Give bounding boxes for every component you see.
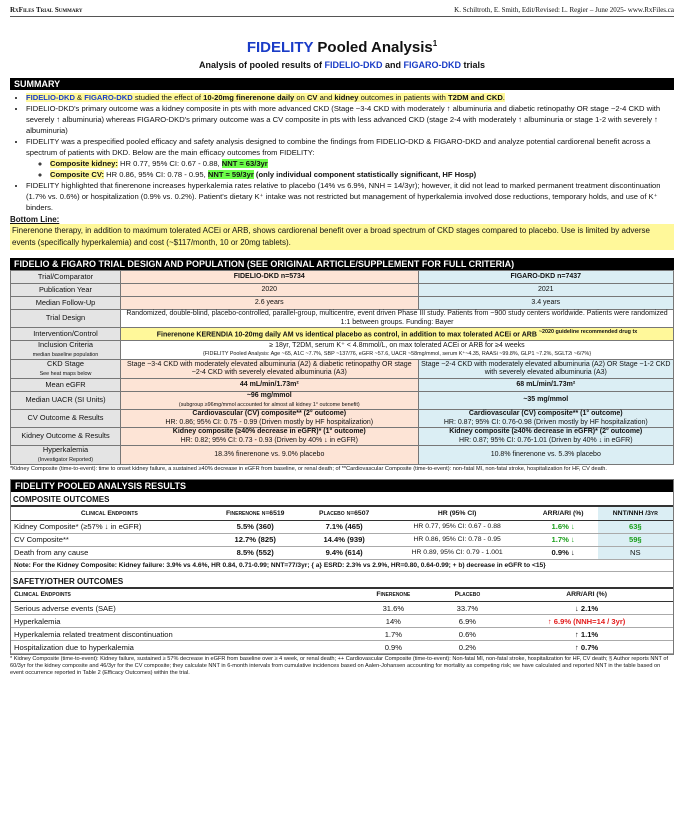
safety-table <box>11 589 673 655</box>
ckd-fidelio: Stage ~3-4 CKD with moderately elevated albuminuria (A2) & diabetic retinopathy OR stage ~2-4 CKD with severely elevated albuminuria (A3) <box>121 360 419 379</box>
safety-col-pla: Placebo <box>435 589 501 602</box>
safety-fin: 1.7% <box>352 628 435 641</box>
row-nnt: NS <box>598 546 673 559</box>
row-pla: 9.4% (614) <box>303 546 386 559</box>
row-pla: 14.4% (939) <box>303 533 386 546</box>
row-fin: 8.5% (552) <box>208 546 303 559</box>
safety-arr: ↑ 6.9% (NNH=14 / 3yr) <box>500 615 673 628</box>
b1-t12: . <box>502 93 505 102</box>
design-row-egfr <box>11 379 674 392</box>
summary-bullet-3: • FIDELITY was a prespecified pooled efficacy and safety analysis designed to combine the findings from FIDELIO-DKD & FIGARO-DKD and analyze potential cardiorenal benefit across a spectrum of patients with DKD. Below are the main efficacy outcomes from FIDELITY: <box>26 136 674 158</box>
row-nnt: 63§ <box>598 520 673 533</box>
safety-col-endpoint: Clinical Endpoints <box>11 589 352 602</box>
design-label: Mean eGFR <box>11 379 121 392</box>
inclusion-text-1: ≥ 18yr, T2DM, serum K⁺ < 4.8mmol/L, on max tolerated ACEi or ARB for ≥4 weeks <box>269 341 525 349</box>
cv-fidelio <box>121 410 419 428</box>
design-row-year <box>11 284 674 297</box>
ckd-figaro: Stage ~2-4 CKD with moderately elevated albuminuria (A2) OR Stage ~1-2 CKD with severely elevated albuminuria (A3) <box>418 360 673 379</box>
page-subtitle <box>10 60 674 70</box>
kidney-figaro-title: Kidney composite (≥40% decrease in eGFR)* (2° outcome) <box>449 428 643 435</box>
b1-t8: and <box>317 93 335 102</box>
design-row-uacr <box>11 392 674 410</box>
hk-label: Hyperkalemia <box>42 445 89 454</box>
pooled-section <box>10 479 674 655</box>
design-row-kidney <box>11 428 674 446</box>
col-arr: ARR/ARI (%) <box>529 507 598 520</box>
sub-cv-tail: (only individual component statistically significant, HF Hosp) <box>253 170 477 179</box>
intervention-note: ~2020 guideline recommended drug tx <box>538 329 638 336</box>
sub-cv <box>50 169 674 180</box>
sub-kidney-nnt: NNT ≈ 63/3yr <box>221 159 268 168</box>
title-sup: 1 <box>432 39 438 48</box>
design-row-ckd <box>11 360 674 379</box>
safety-pla: 0.6% <box>435 628 501 641</box>
sub-kidney-text: HR 0.77, 95% CI: 0.67 - 0.88, <box>117 159 222 168</box>
safety-arr: ↑ 0.7% <box>500 641 673 654</box>
header-right: K. Schiltroth, E. Smith, Edit/Revised: L. Regier – June 2025- www.RxFiles.ca <box>454 6 674 14</box>
design-row-inclusion <box>11 341 674 360</box>
safety-col-fin: Finerenone <box>352 589 435 602</box>
design-label: Intervention/Control <box>11 328 121 341</box>
kidney-fidelio <box>121 428 419 446</box>
row-arr: 1.7% ↓ <box>529 533 598 546</box>
col-endpoint: Clinical Endpoints <box>11 507 208 520</box>
safety-row-discontinuation <box>11 628 673 641</box>
col-hr: HR (95% CI) <box>386 507 529 520</box>
egfr-figaro: 68 mL/min/1.73m² <box>418 379 673 392</box>
composite-note: Note: For the Kidney Composite: Kidney failure: 3.9% vs 4.6%, HR 0.84, 0.71-0.99; NNT=77/3yr; { a} ESRD: 2.3% vs 2.9%, HR=0.80, 0.64-0.99; + b) decrease in eGFR to <15} <box>11 560 673 572</box>
col-nnt: NNT/NNH /3yr <box>598 507 673 520</box>
inclusion-sub: median baseline population <box>32 351 99 358</box>
subtitle-pre: Analysis of pooled results of <box>198 60 325 70</box>
summary-heading: SUMMARY <box>10 78 674 90</box>
egfr-fidelio: 44 mL/min/1.73m² <box>121 379 419 392</box>
subtitle-trial2: FIGARO-DKD <box>403 60 462 70</box>
hk-figaro: 10.8% finerenone vs. 5.3% placebo <box>418 446 673 465</box>
summary-bullet-2: • FIDELIO-DKD's primary outcome was a kidney composite in pts with more advanced CKD (Stage ~3-4 CKD with moderately ↑ albuminuria and diabetic retinopathy OR stage ~2-4 CKD with severely ↑ albuminuria) whereas FIGARO-DKD's primary outcome was a CV composite in pts with less advanced CKD (stage 2-4 with moderately ↑ albuminuria or stage 1-2 with severely ↑ albuminuria) <box>26 103 674 136</box>
safety-name: Hyperkalemia related treatment discontinuation <box>11 628 352 641</box>
safety-fin: 0.9% <box>352 641 435 654</box>
pooled-footnote: * Kidney Composite (time-to-event): Kidney failure, sustained ≥ 57% decrease in eGFR from baseline over ≥ 4 week, or renal death; ++ Cardiovascular Composite (time-to-event): Non-fatal MI, non-fatal stroke, hospitalization for HF, CV death; § Author reports NNT of 60/3yr for the kidney composite and 46/3yr for the CV composite; they calculate NNT in 6-month intervals from cumulative incidences based on Aalen-Johansen accounting for mortality as competing risk; we have calculated and reported NNT in the table based on event occurrence reported in Table 2 (Efficacy Outcomes) within the trial. <box>10 656 669 676</box>
row-hr: HR 0.77, 95% CI: 0.67 - 0.88 <box>386 520 529 533</box>
design-cell-fidelio: FIDELIO-DKD n=5734 <box>121 271 419 284</box>
composite-header <box>11 507 673 520</box>
subtitle-post: trials <box>461 60 486 70</box>
summary-bullet-4: • FIDELITY highlighted that finerenone increases hyperkalemia rates relative to placebo (14% vs 6.9%, NNH = 14/3yr); however, it did not lead to marked permanent treatment discontinuation (1.7% vs. 0.6%) or hospitalization (0.9% vs. 0.2%). Patient's dietary K⁺ intake was not restricted but management of hyperkalemia involved dose reductions, temporary holds, and use of K⁺ binders. <box>26 180 674 213</box>
col-placebo: Placebo n=6507 <box>303 507 386 520</box>
composite-row-kidney <box>11 520 673 533</box>
design-row-cv <box>11 410 674 428</box>
cv-fidelio-title: Cardiovascular (CV) composite** (2° outcome) <box>192 410 347 417</box>
safety-fin: 31.6% <box>352 602 435 615</box>
design-row-intervention <box>11 328 674 341</box>
safety-name: Serious adverse events (SAE) <box>11 602 352 615</box>
design-cell-figaro: 3.4 years <box>418 297 673 310</box>
safety-header <box>11 589 673 602</box>
cv-fidelio-result: HR: 0.86; 95% CI: 0.75 - 0.99 (Driven mostly by HF hospitalization) <box>165 418 374 426</box>
row-name: Death from any cause <box>11 546 208 559</box>
safety-name: Hospitalization due to hyperkalemia <box>11 641 352 654</box>
kidney-fidelio-result: HR: 0.82; 95% CI: 0.73 - 0.93 (Driven by 40% ↓ in eGFR) <box>180 436 358 444</box>
bottom-line-text: Finerenone therapy, in addition to maximum tolerated ACEi or ARB, shows cardiorenal benefit over a broad spectrum of CKD stages compared to placebo. Use is limited by adverse events (specifically hyperkalemia) and cost (~$117/month, 10 or 20mg tablets). <box>10 224 674 250</box>
sub-cv-label: Composite CV: <box>50 170 105 179</box>
design-heading: FIDELIO & FIGARO TRIAL DESIGN AND POPULATION (SEE ORIGINAL ARTICLE/SUPPLEMENT FOR FULL CRITERIA) <box>10 258 674 270</box>
cv-figaro <box>418 410 673 428</box>
row-hr: HR 0.89, 95% CI: 0.79 - 1.001 <box>386 546 529 559</box>
sub-kidney <box>50 158 674 169</box>
summary-bullet-1 <box>26 92 674 103</box>
header-left: RxFiles Trial Summary <box>10 6 83 14</box>
sub-cv-text: HR 0.86, 95% CI: 0.78 - 0.95, <box>104 170 208 179</box>
b1-t2: & <box>74 93 85 102</box>
design-cell-fidelio: 2.6 years <box>121 297 419 310</box>
safety-col-arr: ARR/ARI (%) <box>500 589 673 602</box>
design-label: Median UACR (SI Units) <box>11 392 121 410</box>
page-title <box>10 39 674 56</box>
cv-figaro-result: HR: 0.87; 95% CI: 0.76-0.98 (Driven mostly by HF hospitalization) <box>443 418 648 426</box>
composite-table <box>11 507 673 560</box>
hk-sub: (Investigator Reported) <box>37 456 94 463</box>
intervention-text: Finerenone KERENDIA 10-20mg daily AM vs identical placebo as control, in addition to max tolerated ACEi or ARB <box>156 331 537 339</box>
ckd-sub: See heat maps below <box>39 370 92 377</box>
b1-t4: studied the effect of <box>132 93 204 102</box>
composite-title: COMPOSITE OUTCOMES <box>11 494 673 507</box>
safety-name: Hyperkalemia <box>11 615 352 628</box>
row-name: Kidney Composite* (≥57% ↓ in eGFR) <box>11 520 208 533</box>
summary-list <box>10 92 674 213</box>
pooled-heading: FIDELITY POOLED ANALYSIS RESULTS <box>11 480 673 492</box>
uacr-figaro: ~35 mg/mmol <box>418 392 673 410</box>
row-fin: 12.7% (825) <box>208 533 303 546</box>
b1-t3: FIGARO-DKD <box>84 93 133 102</box>
intervention-cell <box>121 328 674 341</box>
uacr-fidelio <box>121 392 419 410</box>
safety-arr: ↑ 1.1% <box>500 628 673 641</box>
design-label <box>11 446 121 465</box>
design-label: CV Outcome & Results <box>11 410 121 428</box>
design-label: Trial Design <box>11 310 121 328</box>
b1-t7: CV <box>306 93 318 102</box>
col-finerenone: Finerenone n=6519 <box>208 507 303 520</box>
safety-row-hospitalization <box>11 641 673 654</box>
design-row-trial <box>11 271 674 284</box>
inclusion-label: Inclusion Criteria <box>37 340 94 349</box>
page-header <box>10 6 674 17</box>
cv-figaro-title: Cardiovascular (CV) composite** (1° outcome) <box>468 410 623 417</box>
row-arr: 1.6% ↓ <box>529 520 598 533</box>
safety-pla: 33.7% <box>435 602 501 615</box>
bottom-line-label: Bottom Line: <box>10 215 60 224</box>
b1-t9: kidney <box>334 93 359 102</box>
design-cell-fidelio: 2020 <box>121 284 419 297</box>
row-pla: 7.1% (465) <box>303 520 386 533</box>
safety-row-sae <box>11 602 673 615</box>
design-table <box>10 270 674 465</box>
safety-fin: 14% <box>352 615 435 628</box>
sub-cv-nnt: NNT ≈ 59/3yr <box>207 170 254 179</box>
design-label <box>11 341 121 360</box>
composite-row-cv <box>11 533 673 546</box>
subtitle-trial1: FIDELIO-DKD <box>324 60 383 70</box>
sub-kidney-label: Composite kidney: <box>50 159 118 168</box>
row-name: CV Composite** <box>11 533 208 546</box>
title-blue: FIDELITY <box>246 39 314 56</box>
kidney-fidelio-title: Kidney composite (≥40% decrease in eGFR)* (1° outcome) <box>172 428 366 435</box>
design-label: Publication Year <box>11 284 121 297</box>
kidney-figaro-result: HR: 0.87; 95% CI: 0.76-1.01 (Driven by 40% ↓ in eGFR) <box>459 436 633 444</box>
row-fin: 5.5% (360) <box>208 520 303 533</box>
b1-t5: 10-20mg finerenone daily <box>203 93 295 102</box>
design-row-followup <box>11 297 674 310</box>
b1-t10: outcomes in patients with <box>358 93 448 102</box>
design-cell-figaro: 2021 <box>418 284 673 297</box>
ckd-label: CKD Stage <box>47 359 84 368</box>
row-nnt: 59§ <box>598 533 673 546</box>
b1-t1: FIDELIO-DKD <box>26 93 75 102</box>
summary-sublist <box>26 158 674 180</box>
uacr-fidelio-value: ~96 mg/mmol <box>246 392 292 399</box>
subtitle-mid: and <box>382 60 404 70</box>
hk-fidelio: 18.3% finerenone vs. 9.0% placebo <box>121 446 419 465</box>
uacr-fidelio-note: (subgroup ≥96mg/mmol accounted for almost all kidney 1° outcome benefit) <box>178 401 360 408</box>
safety-row-hyperkalemia <box>11 615 673 628</box>
design-label: Median Follow-Up <box>11 297 121 310</box>
safety-pla: 6.9% <box>435 615 501 628</box>
design-footnote: *Kidney Composite (time-to-event): time to onset kidney failure, a sustained ≥40% decrease in eGFR from baseline, or renal death; of **Cardiovascular Composite (time-to-event): non-fatal MI, non-fatal stroke, hospitalization for HF, CV death. <box>10 466 607 472</box>
composite-row-death <box>11 546 673 559</box>
b1-t6: on <box>294 93 307 102</box>
title-rest: Pooled Analysis <box>313 39 433 56</box>
trial-design-text: Randomized, double-blind, placebo-controlled, parallel-group, multicentre, event driven Phase III study. Patients from ~900 study centers worldwide. Patients were randomized 1:1 between groups. Funding: Bayer <box>121 310 674 328</box>
design-row-trial-design <box>11 310 674 328</box>
row-hr: HR 0.86, 95% CI: 0.78 - 0.95 <box>386 533 529 546</box>
design-cell-figaro: FIGARO-DKD n=7437 <box>418 271 673 284</box>
safety-arr: ↓ 2.1% <box>500 602 673 615</box>
safety-pla: 0.2% <box>435 641 501 654</box>
inclusion-text-2: {FIDELITY Pooled Analysis: Age ~65, A1C ~7.7%, SBP ~137/76, eGFR ~57.6, UACR ~58mg/mmol, serum K⁺~4.35, RAASi ~99.8%, GLP1 ~7.2%, SGLT2i ~6/7%} <box>202 351 592 357</box>
design-label: Trial/Comparator <box>11 271 121 284</box>
safety-title: SAFETY/OTHER OUTCOMES <box>11 576 673 589</box>
kidney-figaro <box>418 428 673 446</box>
design-row-hyperkalemia <box>11 446 674 465</box>
inclusion-cell <box>121 341 674 360</box>
design-label <box>11 360 121 379</box>
row-arr: 0.9% ↓ <box>529 546 598 559</box>
b1-t11: T2DM and CKD <box>447 93 503 102</box>
design-label: Kidney Outcome & Results <box>11 428 121 446</box>
